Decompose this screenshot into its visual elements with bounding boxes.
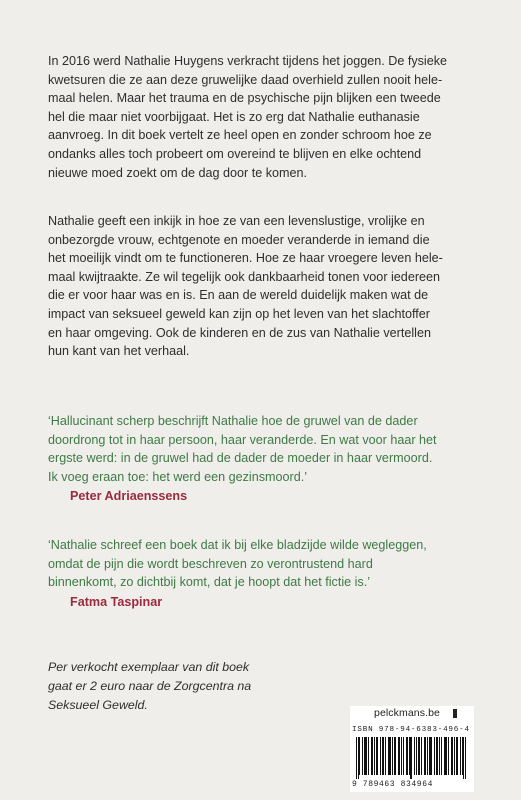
donation-note: [48, 658, 328, 715]
barcode-bar: [419, 737, 420, 775]
blurb-line: Nathalie geeft een inkijk in hoe ze van een levenslustige, vrolijke en: [48, 214, 425, 228]
barcode-bar: [439, 737, 440, 775]
barcode-bar: [430, 737, 431, 775]
barcode-bar: [377, 737, 378, 775]
barcode-digits: 9 789463 834964: [352, 780, 434, 789]
blurb-line: ondanks alles toch probeert om overeind te blijven en elke ochtend: [48, 146, 422, 161]
barcode-bar: [365, 737, 366, 775]
quote-author: Peter Adriaenssens: [70, 489, 188, 504]
barcode-bar: [409, 737, 410, 775]
barcode-bar: [406, 737, 407, 775]
quote-adriaenssens: [48, 412, 488, 506]
quote-line: binnenkomt, zo dichtbij komt, dat je hoopt dat het fictie is.’: [48, 575, 371, 590]
barcode-bar: [394, 737, 395, 775]
barcode-bar: [358, 737, 359, 779]
barcode-bar: [362, 737, 363, 775]
blurb-line: maal helen. Maar het trauma en de psychische pijn blijken een tweede: [48, 91, 441, 106]
note-line: Seksueel Geweld.: [48, 698, 148, 712]
blurb-line: aanvroeg. In dit boek vertelt ze heel open en zonder schroom hoe ze: [48, 128, 432, 143]
quote-line: doordrong tot in haar persoon, haar veranderde. En wat voor haar het: [48, 432, 437, 447]
barcode-bar: [399, 737, 400, 775]
barcode-bar: [431, 737, 432, 775]
blurb-line: het moeilijk vindt om te functioneren. Hoe ze haar vroegere leven hele-: [48, 251, 443, 266]
blurb-line: kwetsuren die ze aan deze gruwelijke daad overhield zullen nooit hele-: [48, 72, 443, 87]
barcode-bar: [457, 737, 458, 775]
publisher-mark-icon: [453, 709, 457, 718]
barcode-bar: [389, 737, 390, 775]
publisher-website: pelckmans.be: [374, 707, 440, 719]
blurb-line: onbezorgde vrouw, echtgenote en moeder veranderde in iemand die: [48, 232, 430, 247]
barcode-bar: [445, 737, 446, 775]
barcode-bar: [366, 737, 367, 775]
barcode-bar: [462, 737, 463, 775]
blurb-line: die er voor haar was en is. En aan de wereld duidelijk maken wat de: [48, 288, 429, 303]
quote-line: omdat de pijn die wordt beschreven zo verontrustend hard: [48, 556, 373, 571]
barcode-bar: [444, 737, 445, 775]
barcode-bar: [414, 737, 415, 775]
barcode-bar: [451, 737, 452, 775]
barcode-bar: [410, 737, 411, 779]
barcode-bar: [454, 737, 455, 775]
isbn-label: ISBN 978-94-6383-496-4: [352, 726, 470, 734]
blurb-line: impact van seksueel geweld kan zijn op het leven van het slachtoffer: [48, 306, 431, 321]
barcode-bar: [401, 737, 402, 775]
note-line: Per verkocht exemplaar van dit boek: [48, 660, 250, 674]
quote-line: ergste werd: in de gruwel had de dader de moeder in haar vermoord.: [48, 451, 433, 466]
barcode-bar: [429, 737, 430, 775]
barcode-bar: [407, 737, 408, 775]
barcode-bar: [374, 737, 375, 775]
barcode-bar: [418, 737, 419, 775]
blurb-paragraph-2: [48, 212, 478, 361]
barcode-bar: [398, 737, 399, 775]
barcode-bar: [385, 737, 386, 775]
barcode-bar: [416, 737, 417, 775]
quote-line: ‘Nathalie schreef een boek dat ik bij elke bladzijde wilde wegleggen,: [48, 538, 427, 552]
barcode-bar: [376, 737, 377, 775]
barcode-bar: [388, 737, 389, 775]
barcode-bar: [446, 737, 447, 775]
barcode-bars: [356, 737, 468, 779]
barcode-bar: [390, 737, 391, 775]
quote-line: Ik voeg eraan toe: het werd een gezinsmoord.’: [48, 469, 308, 484]
blurb-line: nieuwe moed zoekt om de dag door te komen.: [48, 165, 308, 180]
barcode-bar: [421, 737, 422, 775]
barcode-bar: [371, 737, 372, 775]
barcode-bar: [383, 737, 384, 775]
quote-line: ‘Hallucinant scherp beschrijft Nathalie hoe de gruwel van de dader: [48, 414, 418, 428]
barcode-bar: [364, 737, 365, 775]
blurb-paragraph-1: [48, 52, 478, 182]
barcode-bar: [395, 737, 396, 775]
barcode-bar: [411, 737, 412, 779]
quote-taspinar: [48, 536, 488, 611]
barcode-bar: [437, 737, 438, 775]
note-line: gaat er 2 euro naar de Zorgcentra na: [48, 679, 252, 693]
barcode-bar: [382, 737, 383, 775]
barcode-bar: [441, 737, 442, 775]
barcode-bar: [463, 737, 464, 779]
barcode-bar: [465, 737, 466, 779]
barcode-bar: [403, 737, 404, 775]
blurb-line: en haar omgeving. Ook de kinderen en de zus van Nathalie vertellen: [48, 325, 431, 340]
barcode-bar: [424, 737, 425, 775]
barcode-bar: [359, 737, 360, 775]
quote-author: Fatma Taspinar: [70, 594, 163, 609]
barcode-bar: [372, 737, 373, 775]
barcode-bar: [436, 737, 437, 775]
blurb-line: In 2016 werd Nathalie Huygens verkracht tijdens het joggen. De fysieke: [48, 54, 448, 68]
barcode-bar: [425, 737, 426, 775]
barcode-bar: [448, 737, 449, 775]
barcode-bar: [456, 737, 457, 775]
blurb-line: hel die maar niet voorbijgaat. Het is zo erg dat Nathalie euthanasie: [48, 109, 420, 124]
barcode-bar: [392, 737, 393, 775]
barcode-bar: [427, 737, 428, 775]
barcode-bar: [460, 737, 461, 775]
barcode-bar: [380, 737, 381, 775]
barcode-bar: [356, 737, 357, 779]
barcode-bar: [434, 737, 435, 775]
barcode-bar: [452, 737, 453, 775]
blurb-line: maal kwijtraakte. Ze wil tegelijk ook dankbaarheid tonen voor iedereen: [48, 269, 441, 284]
barcode-bar: [368, 737, 369, 775]
blurb-line: hun kant van het verhaal.: [48, 344, 190, 359]
